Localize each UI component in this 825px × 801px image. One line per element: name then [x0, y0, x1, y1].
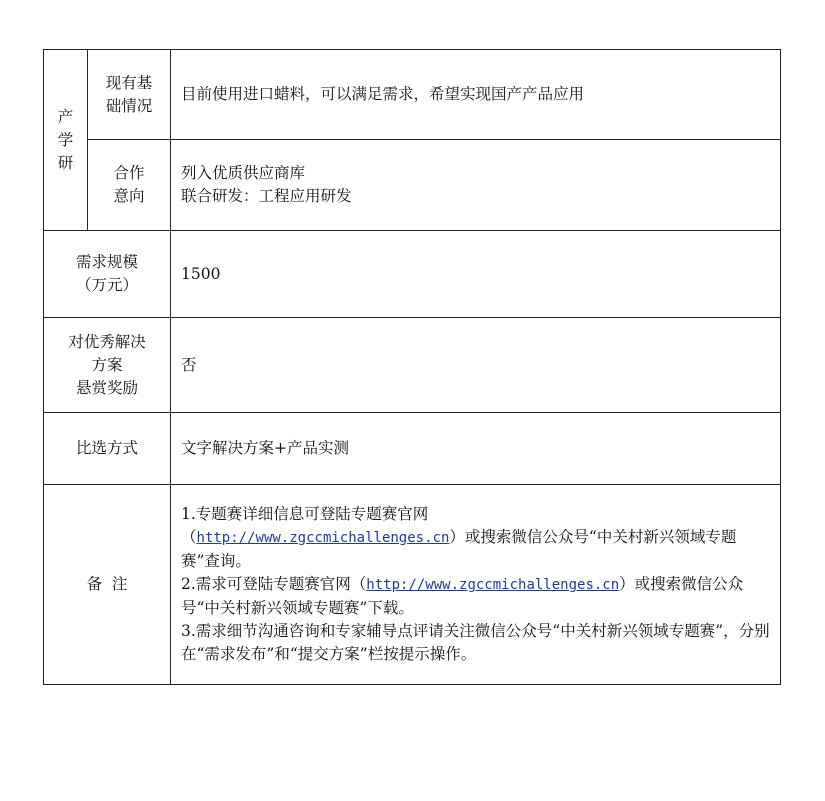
website-link[interactable]: http://www.zgccmichallenges.cn: [366, 577, 620, 593]
reward-label-line: 方案: [91, 355, 123, 374]
foundation-value: 目前使用进口蜡料，可以满足需求，希望实现国产产品应用: [171, 50, 781, 140]
scale-label-line: 需求规模: [75, 253, 138, 271]
foundation-label-line: 现有基: [105, 73, 153, 92]
note-text: ）或搜索微信公众号“中关村新兴领域专题赛”下载。: [181, 575, 744, 617]
notes-value: [171, 485, 781, 685]
selection-value: 文字解决方案+产品实测: [171, 413, 781, 485]
note-text: 3.需求细节沟通咨询和专家辅导点评请关注微信公众号“中关村新兴领域专题赛”，分别在“需求发布”和“提交方案”栏按提示操作。: [181, 622, 770, 663]
note-item-1: [181, 503, 774, 573]
scale-label-line: （万元）: [75, 276, 138, 294]
cooperation-label-line: 意向: [113, 187, 145, 205]
note-text: 1.专题赛详细信息可登陆专题赛官网: [181, 505, 429, 523]
foundation-label-line: 础情况: [105, 96, 153, 115]
cooperation-value-line: 列入优质供应商库: [181, 164, 306, 182]
reward-label: [44, 318, 171, 413]
group-label-char: 学: [57, 130, 74, 149]
selection-label: 比选方式: [44, 413, 171, 485]
note-text: ）或搜索微信公众号“中关村新兴领域专题赛”查询。: [181, 528, 737, 570]
table-row-cooperation: [44, 140, 781, 231]
table-row-scale: [44, 231, 781, 318]
group-label-char: 研: [57, 153, 74, 172]
reward-label-line: 对优秀解决: [68, 332, 146, 351]
scale-value: 1500: [171, 231, 781, 318]
note-text: （: [181, 528, 197, 546]
cooperation-label: [88, 140, 171, 231]
reward-value: 否: [171, 318, 781, 413]
foundation-label: [88, 50, 171, 140]
scale-label: [44, 231, 171, 318]
requirement-table: [43, 49, 781, 685]
table-row-reward: [44, 318, 781, 413]
group-label-industry-academia-research: [44, 50, 88, 231]
table-row-foundation: [44, 50, 781, 140]
cooperation-label-line: 合作: [113, 164, 145, 182]
note-item-2: [181, 573, 774, 620]
website-link[interactable]: http://www.zgccmichallenges.cn: [196, 530, 450, 546]
table-row-selection: [44, 413, 781, 485]
note-text: 2.需求可登陆专题赛官网（: [181, 575, 367, 593]
table-row-notes: [44, 485, 781, 685]
notes-label: 备 注: [44, 485, 171, 685]
reward-label-line: 悬赏奖励: [75, 378, 138, 397]
cooperation-value: [171, 140, 781, 231]
group-label-char: 产: [57, 107, 74, 126]
note-item-3: [181, 620, 774, 666]
cooperation-value-line: 联合研发：工程应用研发: [181, 187, 352, 205]
